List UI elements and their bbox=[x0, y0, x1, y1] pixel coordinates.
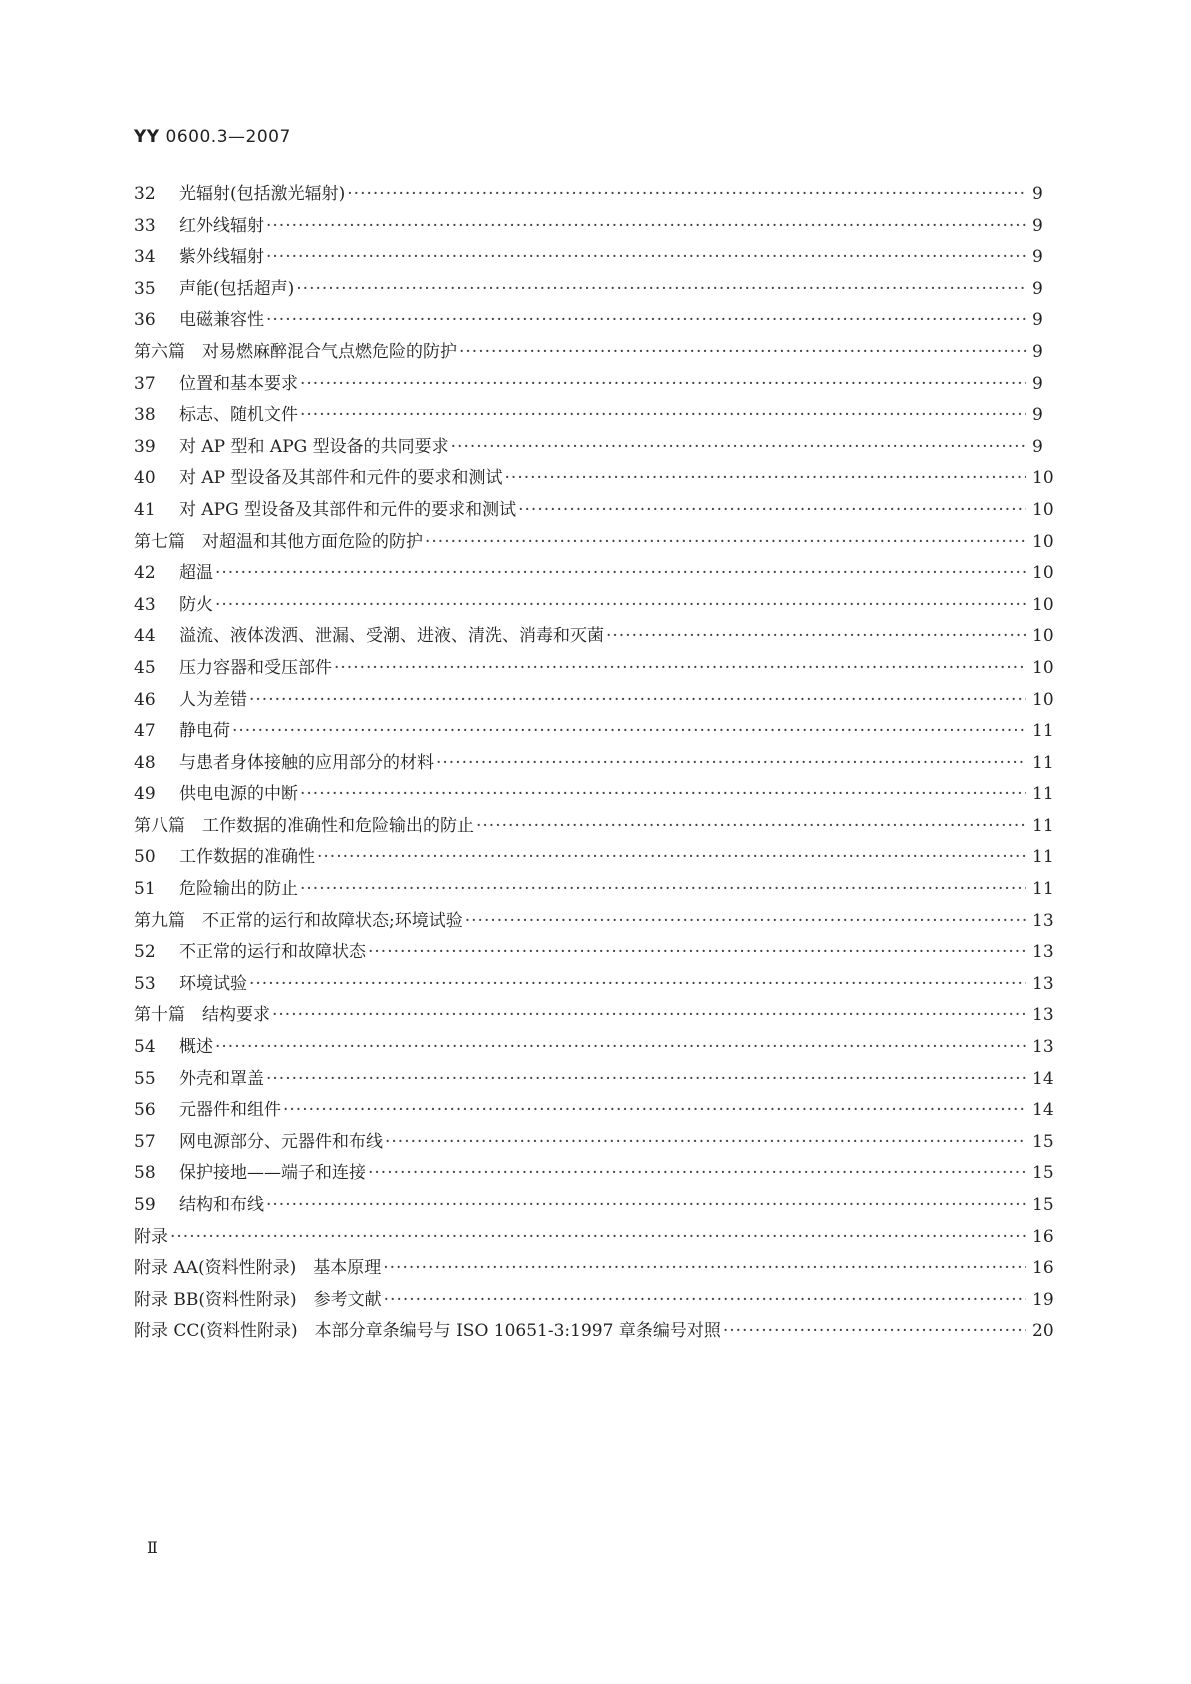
toc-entry-title: 元器件和组件 bbox=[179, 1100, 281, 1121]
toc-entry[interactable] bbox=[134, 1316, 1054, 1348]
toc-entry-page: 11 bbox=[1032, 815, 1054, 836]
toc-leader-dots bbox=[266, 211, 1026, 243]
toc-leader-dots bbox=[518, 495, 1026, 527]
toc-entry[interactable] bbox=[134, 1127, 1054, 1159]
toc-entry-page: 14 bbox=[1032, 1068, 1054, 1089]
toc-entry-number: 56 bbox=[134, 1100, 156, 1121]
toc-entry[interactable] bbox=[134, 432, 1054, 464]
toc-entry-page: 9 bbox=[1032, 184, 1043, 204]
toc-entry-title: 与患者身体接触的应用部分的材料 bbox=[179, 752, 434, 773]
toc-entry-title: 概述 bbox=[179, 1037, 213, 1058]
toc-leader-dots bbox=[385, 1127, 1026, 1159]
toc-entry-title: 第七篇 对超温和其他方面危险的防护 bbox=[134, 531, 423, 552]
toc-entry-title: 不正常的运行和故障状态 bbox=[179, 942, 366, 963]
toc-entry-number: 53 bbox=[134, 973, 156, 994]
toc-entry-number: 50 bbox=[134, 847, 156, 868]
toc-entry[interactable] bbox=[134, 527, 1054, 559]
toc-leader-dots bbox=[266, 305, 1026, 337]
toc-leader-dots bbox=[347, 179, 1026, 211]
toc-entry-page: 9 bbox=[1032, 373, 1043, 394]
toc-leader-dots bbox=[383, 1253, 1026, 1285]
toc-entry[interactable] bbox=[134, 495, 1054, 527]
toc-entry-title: 外壳和罩盖 bbox=[179, 1068, 264, 1089]
toc-entry-page: 9 bbox=[1032, 310, 1043, 331]
toc-entry[interactable] bbox=[134, 1285, 1054, 1317]
toc-entry[interactable] bbox=[134, 874, 1054, 906]
table-of-contents bbox=[134, 179, 1054, 1348]
toc-leader-dots bbox=[283, 1095, 1026, 1127]
toc-entry[interactable] bbox=[134, 369, 1054, 401]
toc-entry-title: 电磁兼容性 bbox=[179, 310, 264, 331]
toc-entry-page: 9 bbox=[1032, 278, 1043, 299]
toc-entry-title: 附录 AA(资料性附录) 基本原理 bbox=[134, 1258, 382, 1279]
toc-entry-title: 第九篇 不正常的运行和故障状态;环境试验 bbox=[134, 910, 463, 931]
toc-leader-dots bbox=[384, 1285, 1026, 1317]
toc-entry-page: 10 bbox=[1032, 499, 1054, 520]
toc-entry-page: 11 bbox=[1032, 752, 1054, 773]
toc-leader-dots bbox=[272, 1000, 1026, 1032]
toc-entry-number: 54 bbox=[134, 1037, 156, 1058]
toc-entry[interactable] bbox=[134, 685, 1054, 717]
toc-entry-page: 15 bbox=[1032, 1195, 1054, 1215]
toc-entry-title: 网电源部分、元器件和布线 bbox=[179, 1131, 383, 1152]
toc-entry-title: 对 AP 型和 APG 型设备的共同要求 bbox=[179, 436, 449, 457]
toc-entry[interactable] bbox=[134, 1222, 1054, 1254]
toc-leader-dots bbox=[266, 1190, 1026, 1222]
toc-leader-dots bbox=[465, 906, 1026, 938]
toc-entry-page: 11 bbox=[1032, 784, 1054, 805]
toc-entry[interactable] bbox=[134, 1000, 1054, 1032]
toc-entry[interactable] bbox=[134, 274, 1054, 306]
toc-entry[interactable] bbox=[134, 558, 1054, 590]
toc-leader-dots bbox=[723, 1316, 1026, 1348]
toc-entry-number: 41 bbox=[134, 499, 156, 520]
toc-entry-page: 10 bbox=[1032, 563, 1054, 584]
toc-entry-page: 9 bbox=[1032, 247, 1043, 268]
toc-entry-number: 49 bbox=[134, 784, 156, 805]
toc-entry[interactable] bbox=[134, 716, 1054, 748]
toc-entry-number: 36 bbox=[134, 310, 156, 331]
toc-entry-number: 35 bbox=[134, 278, 156, 299]
toc-entry-page: 13 bbox=[1032, 1037, 1054, 1058]
toc-entry[interactable] bbox=[134, 463, 1054, 495]
toc-entry-page: 16 bbox=[1032, 1226, 1054, 1247]
toc-leader-dots bbox=[266, 1064, 1026, 1096]
toc-entry-page: 10 bbox=[1032, 626, 1054, 647]
toc-entry-title: 对 AP 型设备及其部件和元件的要求和测试 bbox=[179, 468, 503, 489]
toc-entry[interactable] bbox=[134, 590, 1054, 622]
toc-leader-dots bbox=[606, 621, 1026, 653]
toc-entry-title: 红外线辐射 bbox=[179, 215, 264, 236]
toc-entry-page: 14 bbox=[1032, 1100, 1054, 1121]
toc-entry[interactable] bbox=[134, 653, 1054, 685]
toc-entry-number: 39 bbox=[134, 436, 156, 457]
toc-leader-dots bbox=[505, 463, 1026, 495]
toc-entry-title: 保护接地——端子和连接 bbox=[179, 1163, 366, 1184]
toc-entry[interactable] bbox=[134, 305, 1054, 337]
toc-entry-title: 附录 BB(资料性附录) 参考文献 bbox=[134, 1289, 382, 1310]
toc-entry-page: 13 bbox=[1032, 973, 1054, 994]
page-number: Ⅱ bbox=[147, 1538, 158, 1557]
toc-entry-number: 51 bbox=[134, 879, 156, 900]
toc-entry-number: 34 bbox=[134, 247, 156, 268]
toc-entry-page: 11 bbox=[1032, 721, 1054, 742]
toc-entry-number: 37 bbox=[134, 373, 156, 394]
toc-entry[interactable] bbox=[134, 1032, 1054, 1064]
toc-leader-dots bbox=[249, 685, 1026, 717]
toc-entry-number: 47 bbox=[134, 721, 156, 742]
toc-leader-dots bbox=[266, 242, 1026, 274]
toc-leader-dots bbox=[451, 432, 1026, 464]
toc-leader-dots bbox=[249, 969, 1026, 1001]
toc-entry[interactable] bbox=[134, 621, 1054, 653]
toc-entry-page: 10 bbox=[1032, 531, 1054, 552]
toc-entry-page: 10 bbox=[1032, 657, 1054, 678]
toc-entry-number: 45 bbox=[134, 657, 156, 678]
toc-entry-number: 43 bbox=[134, 594, 156, 615]
toc-entry[interactable] bbox=[134, 242, 1054, 274]
toc-entry[interactable] bbox=[134, 1095, 1054, 1127]
toc-entry-title: 紫外线辐射 bbox=[179, 247, 264, 268]
toc-leader-dots bbox=[300, 874, 1026, 906]
toc-leader-dots bbox=[317, 842, 1026, 874]
toc-entry-title: 位置和基本要求 bbox=[179, 373, 298, 394]
toc-entry[interactable] bbox=[134, 211, 1054, 243]
toc-entry-number: 44 bbox=[134, 626, 156, 647]
toc-entry-title: 对 APG 型设备及其部件和元件的要求和测试 bbox=[179, 499, 517, 520]
toc-entry-number: 46 bbox=[134, 689, 156, 710]
toc-entry-number: 38 bbox=[134, 405, 156, 426]
toc-entry[interactable] bbox=[134, 969, 1054, 1001]
toc-entry[interactable] bbox=[134, 400, 1054, 432]
toc-leader-dots bbox=[300, 779, 1026, 811]
toc-leader-dots bbox=[334, 653, 1026, 685]
standard-prefix: YY bbox=[134, 127, 160, 147]
toc-entry-title: 防火 bbox=[179, 594, 213, 615]
toc-entry[interactable] bbox=[134, 842, 1054, 874]
toc-leader-dots bbox=[215, 1032, 1026, 1064]
toc-entry-page: 13 bbox=[1032, 910, 1054, 931]
toc-entry-page: 11 bbox=[1032, 879, 1054, 900]
toc-entry-title: 危险输出的防止 bbox=[179, 879, 298, 900]
toc-entry-title: 供电电源的中断 bbox=[179, 784, 298, 805]
toc-entry-title: 溢流、液体泼洒、泄漏、受潮、进液、清洗、消毒和灭菌 bbox=[179, 626, 604, 647]
toc-entry-title: 附录 CC(资料性附录) 本部分章条编号与 ISO 10651-3:1997 章条编号对照 bbox=[134, 1321, 721, 1342]
toc-entry[interactable] bbox=[134, 937, 1054, 969]
toc-entry-title: 附录 bbox=[134, 1226, 168, 1247]
toc-entry-page: 13 bbox=[1032, 942, 1054, 963]
toc-entry-page: 9 bbox=[1032, 215, 1043, 236]
toc-entry[interactable] bbox=[134, 906, 1054, 938]
toc-entry-title: 第八篇 工作数据的准确性和危险输出的防止 bbox=[134, 815, 474, 836]
toc-entry-title: 标志、随机文件 bbox=[179, 405, 298, 426]
toc-entry-page: 20 bbox=[1032, 1321, 1054, 1342]
toc-entry-number: 59 bbox=[134, 1195, 156, 1215]
toc-entry-title: 光辐射(包括激光辐射) bbox=[179, 184, 346, 204]
toc-entry-page: 15 bbox=[1032, 1163, 1054, 1184]
toc-leader-dots bbox=[368, 1158, 1026, 1190]
toc-entry-title: 压力容器和受压部件 bbox=[179, 657, 332, 678]
toc-entry[interactable] bbox=[134, 1158, 1054, 1190]
toc-leader-dots bbox=[232, 716, 1026, 748]
toc-entry-title: 声能(包括超声) bbox=[179, 278, 295, 299]
toc-entry-number: 42 bbox=[134, 563, 156, 584]
toc-entry-page: 10 bbox=[1032, 468, 1054, 489]
toc-entry-page: 15 bbox=[1032, 1131, 1054, 1152]
toc-entry-title: 结构和布线 bbox=[179, 1195, 264, 1215]
toc-entry-number: 40 bbox=[134, 468, 156, 489]
toc-entry-title: 静电荷 bbox=[179, 721, 230, 742]
toc-entry-page: 16 bbox=[1032, 1258, 1054, 1279]
toc-entry[interactable] bbox=[134, 748, 1054, 780]
toc-entry-title: 超温 bbox=[179, 563, 213, 584]
toc-leader-dots bbox=[300, 369, 1026, 401]
toc-leader-dots bbox=[215, 558, 1026, 590]
toc-entry[interactable] bbox=[134, 1190, 1054, 1222]
toc-entry-page: 19 bbox=[1032, 1289, 1054, 1310]
toc-entry[interactable] bbox=[134, 811, 1054, 843]
toc-entry-page: 10 bbox=[1032, 594, 1054, 615]
toc-entry-page: 13 bbox=[1032, 1005, 1054, 1026]
toc-leader-dots bbox=[296, 274, 1026, 306]
toc-entry-number: 48 bbox=[134, 752, 156, 773]
toc-entry[interactable] bbox=[134, 1064, 1054, 1096]
toc-entry[interactable] bbox=[134, 179, 1054, 211]
toc-entry-number: 58 bbox=[134, 1163, 156, 1184]
toc-leader-dots bbox=[300, 400, 1026, 432]
toc-leader-dots bbox=[425, 527, 1026, 559]
toc-entry-title: 环境试验 bbox=[179, 973, 247, 994]
toc-entry[interactable] bbox=[134, 1253, 1054, 1285]
toc-entry-page: 9 bbox=[1032, 341, 1043, 362]
standard-code: 0600.3—2007 bbox=[159, 127, 291, 147]
toc-entry-number: 57 bbox=[134, 1131, 156, 1152]
toc-entry[interactable] bbox=[134, 337, 1054, 369]
toc-entry-number: 33 bbox=[134, 215, 156, 236]
toc-entry[interactable] bbox=[134, 779, 1054, 811]
toc-leader-dots bbox=[170, 1222, 1026, 1254]
toc-entry-number: 55 bbox=[134, 1068, 156, 1089]
toc-entry-number: 52 bbox=[134, 942, 156, 963]
toc-entry-page: 9 bbox=[1032, 405, 1043, 426]
toc-leader-dots bbox=[215, 590, 1026, 622]
toc-entry-number: 32 bbox=[134, 184, 156, 204]
toc-entry-title: 人为差错 bbox=[179, 689, 247, 710]
toc-leader-dots bbox=[459, 337, 1026, 369]
toc-leader-dots bbox=[436, 748, 1026, 780]
toc-entry-title: 第十篇 结构要求 bbox=[134, 1005, 270, 1026]
toc-entry-title: 工作数据的准确性 bbox=[179, 847, 315, 868]
toc-entry-title: 第六篇 对易燃麻醉混合气点燃危险的防护 bbox=[134, 341, 457, 362]
document-header bbox=[134, 127, 291, 147]
toc-entry-page: 10 bbox=[1032, 689, 1054, 710]
toc-leader-dots bbox=[368, 937, 1026, 969]
toc-entry-page: 11 bbox=[1032, 847, 1054, 868]
toc-leader-dots bbox=[476, 811, 1026, 843]
toc-entry-page: 9 bbox=[1032, 436, 1043, 457]
